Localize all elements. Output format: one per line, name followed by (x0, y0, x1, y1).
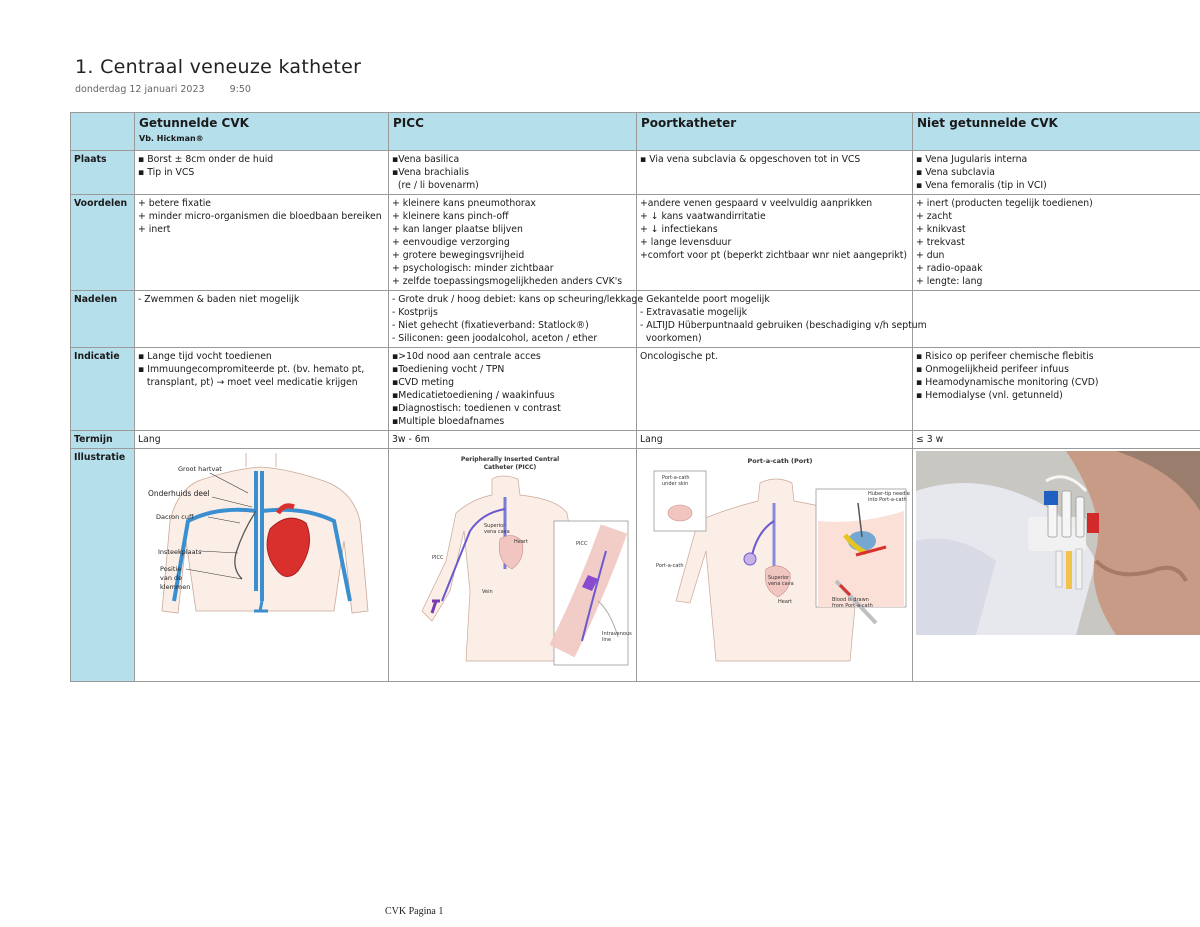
column-header-picc: PICC (389, 113, 637, 151)
port-label-heart: Heart (778, 599, 792, 605)
page-footer: CVK Pagina 1 (385, 906, 444, 917)
picc-label-line: line (602, 637, 612, 643)
cell-line: ▪Vena basilica (392, 154, 460, 165)
cell-line: - Niet gehecht (fixatieverband: Statlock®) (392, 320, 589, 331)
label-positie: Positie (160, 565, 182, 573)
cell-termijn-picc (389, 431, 637, 449)
cell-line: +andere venen gespaard v veelvuldig aanprikken (640, 198, 873, 209)
label-groot-hartvat: Groot hartvat (178, 465, 222, 473)
column-header-getunnelde: Getunnelde CVK Vb. Hickman® (135, 113, 389, 151)
row-header-plaats: Plaats (71, 151, 135, 195)
cell-line: + inert (producten tegelijk toedienen) (916, 198, 1093, 209)
picc-label-iv: Intravenous (602, 631, 632, 637)
cell-line: - Siliconen: geen joodalcohol, aceton / ether (392, 333, 598, 344)
illustration-picc (389, 449, 637, 682)
cell-plaats-picc (389, 151, 637, 195)
cell-line: ▪ Onmogelijkheid perifeer infuus (916, 364, 1069, 375)
cell-line: + betere fixatie (138, 198, 212, 209)
cell-indicatie-getunnelde (135, 348, 389, 431)
row-header-voordelen: Voordelen (71, 195, 135, 291)
label-klemmen: klemmen (160, 583, 191, 591)
table-row-indicatie (71, 348, 1200, 431)
cell-nadelen-picc (389, 291, 644, 348)
cell-line: ▪Medicatietoediening / waakinfuus (392, 390, 555, 401)
cell-termijn-getunnelde (135, 431, 389, 449)
page-title: 1. Centraal veneuze katheter (75, 56, 362, 78)
cell-voordelen-niet-getunnelde (913, 195, 1200, 291)
cell-line: + lange levensduur (640, 237, 732, 248)
picc-inset-label: PICC (576, 541, 588, 547)
picc-label-svc2: vena cava (484, 529, 510, 535)
cell-line: + kleinere kans pneumothorax (392, 198, 536, 209)
cell-plaats-poortkatheter (637, 151, 913, 195)
cell-line: ▪ Hemodialyse (vnl. getunneld) (916, 390, 1063, 401)
cell-line: - ALTIJD Hüberpuntnaald gebruiken (beschadiging v/h septum (640, 320, 927, 331)
illustration-niet-getunnelde (913, 449, 1200, 682)
row-header-nadelen: Nadelen (71, 291, 135, 348)
page-date: donderdag 12 januari 2023 (75, 84, 205, 95)
illustration-poortkatheter (637, 449, 913, 682)
picc-label-heart: Heart (514, 539, 528, 545)
cell-line: - Kostprijs (392, 307, 438, 318)
cell-line: + knikvast (916, 224, 966, 235)
port-label-underskin: under skin (662, 481, 689, 487)
picc-title-line2: Catheter (PICC) (483, 464, 537, 471)
cell-line: + lengte: lang (916, 276, 983, 287)
hickman-illustration (138, 451, 384, 679)
column-header-poortkatheter: Poortkatheter (637, 113, 913, 151)
cell-voordelen-getunnelde (135, 195, 389, 291)
cell-nadelen-niet-getunnelde (913, 291, 1200, 348)
cell-line: ▪Multiple bloedafnames (392, 416, 505, 427)
cell-line: voorkomen) (640, 333, 702, 344)
cell-voordelen-poortkatheter (637, 195, 913, 291)
cell-line: + kan langer plaatse blijven (392, 224, 523, 235)
corner-cell (71, 113, 135, 151)
cell-voordelen-picc (389, 195, 637, 291)
cell-line: + eenvoudige verzorging (392, 237, 510, 248)
cell-nadelen-poortkatheter (637, 291, 927, 348)
port-label-blood: Blood is drawn (832, 597, 869, 603)
cell-line: + inert (138, 224, 171, 235)
picc-label-picc: PICC (432, 555, 444, 561)
cell-line: + ↓ infectiekans (640, 224, 718, 235)
cell-line: ≤ 3 w (916, 434, 944, 445)
cell-line: + zacht (916, 211, 952, 222)
neck-catheter-photo (916, 451, 1200, 635)
port-illustration (640, 451, 910, 679)
column-header-niet-getunnelde: Niet getunnelde CVK (913, 113, 1200, 151)
cell-line: Lang (640, 434, 663, 445)
cell-line: + ↓ kans vaatwandirritatie (640, 211, 766, 222)
cell-line: + grotere bewegingsvrijheid (392, 250, 525, 261)
picc-illustration (392, 451, 632, 679)
table-row-termijn (71, 431, 1200, 449)
cell-line: + kleinere kans pinch-off (392, 211, 509, 222)
cell-line: ▪ Vena Jugularis interna (916, 154, 1028, 165)
cell-line: ▪>10d nood aan centrale acces (392, 351, 541, 362)
cell-indicatie-poortkatheter (637, 348, 913, 431)
illustration-getunnelde (135, 449, 389, 682)
port-label-blood2: from Port-a-cath (832, 603, 873, 609)
cell-line: ▪ Borst ± 8cm onder de huid (138, 154, 274, 165)
cell-line: ▪ Via vena subclavia & opgeschoven tot in VCS (640, 154, 861, 165)
label-onderhuids-deel: Onderhuids deel (148, 489, 210, 498)
cell-line: - Gekantelde poort mogelijk (640, 294, 770, 305)
cell-line: ▪ Lange tijd vocht toedienen (138, 351, 272, 362)
cell-plaats-niet-getunnelde (913, 151, 1200, 195)
port-title: Port-a-cath (Port) (747, 457, 813, 465)
cell-line: + trekvast (916, 237, 965, 248)
cell-line: + psychologisch: minder zichtbaar (392, 263, 554, 274)
picc-title-line1: Peripherally Inserted Central (460, 456, 560, 463)
port-label-huber2: into Port-a-cath (868, 497, 907, 503)
cell-nadelen-getunnelde (135, 291, 389, 348)
table-row-nadelen (71, 291, 1200, 348)
port-label-huber: Huber-tip needle (868, 491, 910, 497)
port-label-svc: Superior (768, 575, 790, 581)
label-van-de: van de (160, 574, 183, 582)
table-row-voordelen (71, 195, 1200, 291)
page-meta (75, 84, 251, 95)
cell-line: - Grote druk / hoog debiet: kans op scheuring/lekkage (392, 294, 644, 305)
label-insteekplaats: Insteekplaats (158, 548, 202, 556)
cell-line: - Zwemmen & baden niet mogelijk (138, 294, 300, 305)
picc-label-svc: Superior (484, 523, 506, 529)
cell-line: Lang (138, 434, 161, 445)
blue-hub (1044, 491, 1058, 505)
row-header-termijn: Termijn (71, 431, 135, 449)
cell-line: + dun (916, 250, 945, 261)
picc-label-vein: Vein (482, 589, 493, 595)
page-time: 9:50 (229, 84, 251, 95)
cell-line: + minder micro-organismen die bloedbaan bereiken (138, 211, 382, 222)
row-header-indicatie: Indicatie (71, 348, 135, 431)
cell-line: + radio-opaak (916, 263, 983, 274)
cell-line: ▪ Immuungecompromiteerde pt. (bv. hemato pt, (138, 364, 365, 375)
cell-line: ▪ Heamodynamische monitoring (CVD) (916, 377, 1099, 388)
cell-line: ▪Diagnostisch: toedienen v contrast (392, 403, 561, 414)
cell-line: ▪ Vena subclavia (916, 167, 995, 178)
cell-line: - Extravasatie mogelijk (640, 307, 747, 318)
cell-line: ▪ Vena femoralis (tip in VCI) (916, 180, 1047, 191)
red-hub (1087, 513, 1099, 533)
cell-indicatie-picc (389, 348, 637, 431)
cell-line: + zelfde toepassingsmogelijkheden anders CVK's (392, 276, 623, 287)
cell-line: (re / li bovenarm) (392, 180, 479, 191)
port-label-pac: Port-a-cath (662, 475, 690, 481)
cell-plaats-getunnelde (135, 151, 389, 195)
cell-line: 3w - 6m (392, 434, 430, 445)
cell-termijn-niet-getunnelde (913, 431, 1200, 449)
cell-line: +comfort voor pt (beperkt zichtbaar wnr niet aangeprikt) (640, 250, 907, 261)
port-label-svc2: vena cava (768, 581, 794, 587)
cell-line: transplant, pt) → moet veel medicatie krijgen (138, 377, 358, 388)
cell-line: ▪ Tip in VCS (138, 167, 195, 178)
cell-line: ▪Toediening vocht / TPN (392, 364, 505, 375)
port-label-pac2: Port-a-cath (656, 563, 684, 569)
cell-line: ▪CVD meting (392, 377, 455, 388)
cell-line: Oncologische pt. (640, 351, 718, 362)
cvk-table (70, 112, 1200, 682)
table-row-plaats (71, 151, 1200, 195)
cell-line: ▪ Risico op perifeer chemische flebitis (916, 351, 1094, 362)
label-dacron-cuff: Dacron cuff (156, 513, 194, 521)
row-header-illustratie: Illustratie (71, 449, 135, 682)
cell-line: ▪Vena brachialis (392, 167, 469, 178)
cell-termijn-poortkatheter (637, 431, 913, 449)
cell-indicatie-niet-getunnelde (913, 348, 1200, 431)
